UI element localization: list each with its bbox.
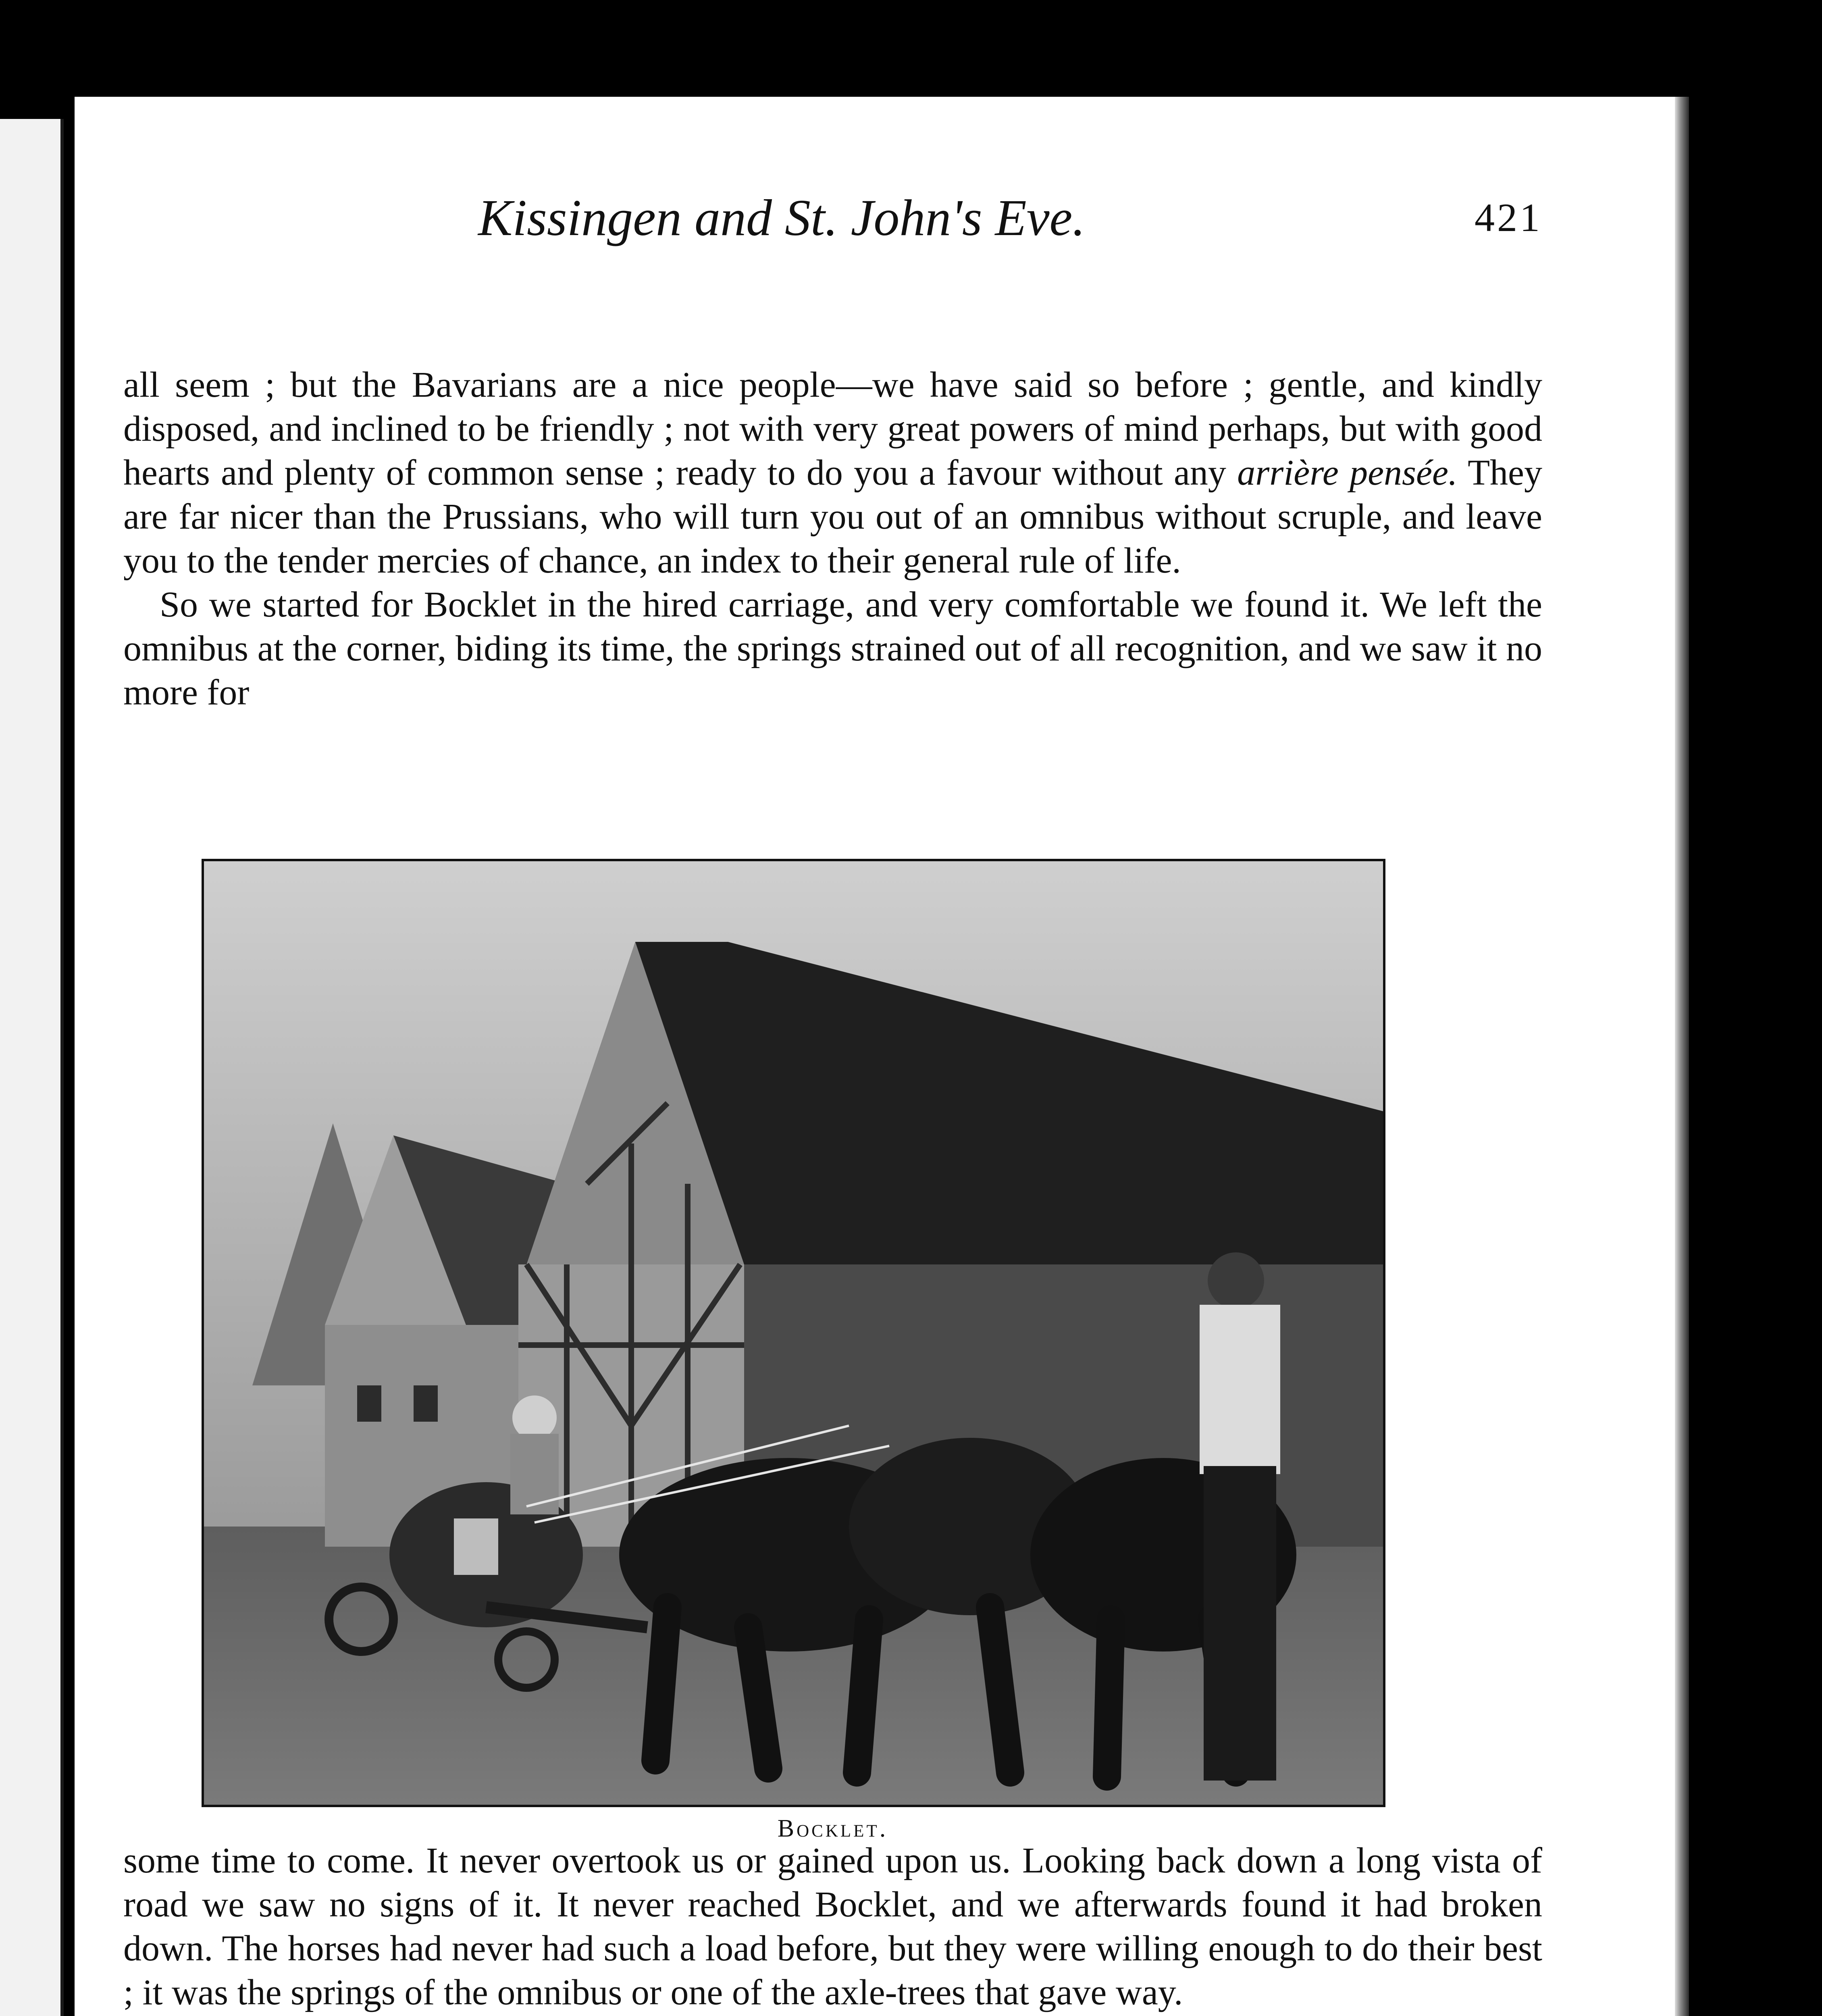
paragraph [123,2014,1542,2016]
body-text-bottom [123,1839,1542,2016]
previous-page-edge [0,119,64,2016]
paragraph-text: They are far nicer than the Prussians, who will turn you out of an omnibus without scruple, and leave you to the tender mercies of chance, an index to their general rule of life. [123,453,1543,581]
village-barn-oxen-illustration [204,861,1383,1805]
page-header [123,177,1542,258]
page-number: 421 [1475,195,1542,240]
page-binding-edge [1675,97,1689,2016]
figure-photograph [202,859,1385,1807]
running-head: Kissingen and St. John's Eve. [478,189,1086,246]
paragraph [123,363,1542,583]
body-text-top [123,363,1542,714]
paragraph: some time to come. It never overtook us or gained upon us. Looking back down a long vista of road we saw no signs of it. It never reached Bocklet, and we afterwards found it had broken down. The horses had never had such a load before, but they were willing enough to do their best ; it was the springs of the omnibus or one of the axle-trees that gave way. [123,1841,1542,2012]
figure-caption: Bocklet. [777,1815,888,1842]
paragraph-text: all seem ; but the Bavarians are a nice people—we have said so before ; gentle, and kindly disposed, and inclined to be friendly ; not with very great powers of mind perhaps, but with good hearts and plenty of common sense ; ready to do you a favour without any [123,365,1542,493]
paragraph: So we started for Bocklet in the hired carriage, and very comfortable we found it. We left the omnibus at the corner, biding its time, the springs strained out of all recognition, and we saw it no more for [123,585,1542,712]
italic-phrase: arrière pensée. [1237,453,1458,493]
